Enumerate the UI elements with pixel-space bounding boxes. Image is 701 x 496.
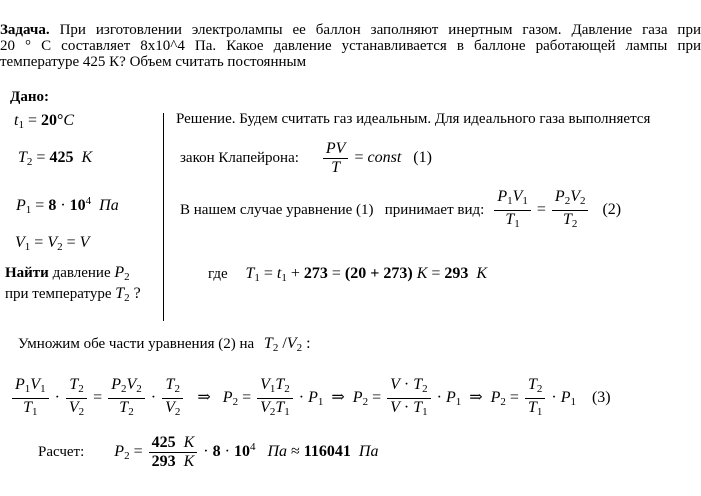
multiply-row bbox=[18, 335, 311, 354]
eq2-formula: $\frac{P1V1}{T1}$ = $\frac{P2V2}{T2}$ (2) bbox=[492, 201, 621, 218]
calc-row bbox=[38, 434, 378, 471]
find-label: Найти bbox=[5, 265, 49, 281]
fraction: $\frac{P2V2}{T2}$ bbox=[552, 188, 589, 233]
find-line-2 bbox=[5, 285, 141, 304]
given-label: Дано: bbox=[10, 89, 49, 105]
problem-title: Задача. bbox=[0, 22, 50, 38]
law-row bbox=[180, 140, 432, 177]
problem-line-2: 20 ° С составляет 8х10^4 Па. Какое давление устанавливается в баллоне работающей лампы при bbox=[0, 38, 701, 54]
calc-label: Расчет: bbox=[38, 444, 85, 461]
where-row bbox=[208, 265, 487, 284]
fraction: $\frac{T2}{V2}$ bbox=[66, 376, 87, 421]
find-text-2: при температуре bbox=[5, 286, 116, 302]
fraction: $\frac{V1T2}{V2T1}$ bbox=[257, 376, 293, 421]
fraction: $\frac{V \cdot T2}{V \cdot T1}$ bbox=[387, 376, 431, 421]
find-T2-formula: T2 ? bbox=[115, 285, 141, 304]
where-formula: T1 = t1 + 273 = (20 + 273) K = 293 K bbox=[245, 265, 488, 284]
law-label: закон Клапейрона: bbox=[180, 150, 299, 167]
calc-formula: P2 = $\frac{425 K}{293 K}$ · $8 \cdot 10^4$ Па ≈ 116041 Па bbox=[114, 434, 379, 470]
fraction: $\frac{P1V1}{T1}$ bbox=[12, 376, 49, 421]
multiply-label: Умножим обе части уравнения (2) на bbox=[18, 336, 258, 352]
find-text: давление bbox=[48, 265, 115, 281]
case-row bbox=[180, 188, 621, 233]
divider-line bbox=[163, 113, 164, 321]
problem-line-1-text: При изготовлении электролампы ее баллон заполняют инертным газом. Давление газа при bbox=[49, 22, 701, 38]
problem-statement bbox=[0, 22, 701, 70]
fraction: $\frac{T2}{T1}$ bbox=[525, 376, 545, 421]
multiply-formula: T2 /V2 : bbox=[263, 335, 311, 354]
fraction: $\frac{P2V2}{T2}$ bbox=[108, 376, 145, 421]
fraction: $\frac{PV}{T}$ bbox=[323, 140, 349, 177]
given-t1: t1 = 20°C bbox=[14, 112, 75, 131]
eq3-formula: $\frac{P1V1}{T1}$ · $\frac{T2}{V2}$ = $\frac{P2V2}{T2}$ · $\frac{T2}{V2}$ ⇒ P2 = $\frac{V1T2}{V2T1}$ · P1 ⇒ P2 = $\frac{V \cdot T2}{V \cdot T1}$ · P1 ⇒ P2 = $\frac{T2}{T1}$ · P1 (3) bbox=[10, 389, 611, 406]
given-P1: $P1 = 8 \cdot 10^4$ Па bbox=[16, 195, 119, 216]
fraction: $\frac{P1V1}{T1}$ bbox=[494, 188, 531, 233]
fraction: $\frac{425 K}{293 K}$ bbox=[149, 434, 198, 471]
eq3-row bbox=[10, 376, 611, 421]
find-line-1 bbox=[5, 264, 130, 283]
solution-intro: Решение. Будем считать газ идеальным. Для идеального газа выполняется bbox=[176, 111, 651, 127]
where-label: где bbox=[208, 266, 232, 282]
find-P2-formula: P2 bbox=[114, 264, 130, 283]
problem-line-1 bbox=[0, 22, 701, 38]
eq1-formula: $\frac{PV}{T}$ = const (1) bbox=[321, 149, 432, 166]
given-T2: T2 = 425 K bbox=[18, 149, 93, 168]
problem-line-3: температуре 425 К? Объем считать постоянным bbox=[0, 54, 307, 70]
case-label: В нашем случае уравнение (1) принимает вид: bbox=[180, 202, 485, 219]
given-V: V1 = V2 = V bbox=[15, 234, 90, 253]
fraction: $\frac{T2}{V2}$ bbox=[162, 376, 183, 421]
